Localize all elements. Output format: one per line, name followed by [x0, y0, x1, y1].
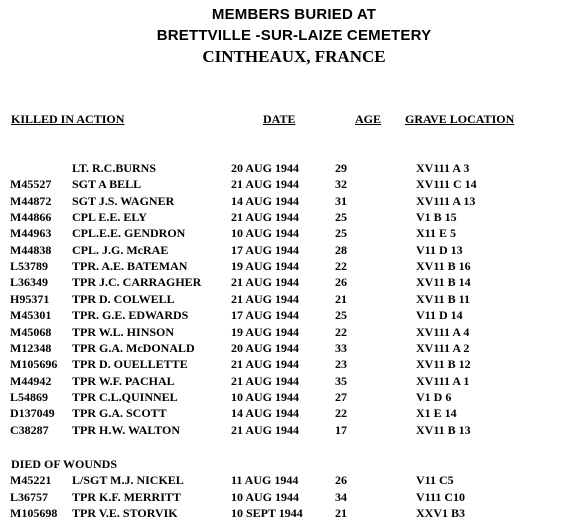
member-age: 35: [335, 373, 347, 388]
member-age: 25: [335, 210, 347, 225]
death-date: 21 AUG 1944: [231, 422, 300, 437]
member-name: TPR W.F. PACHAL: [72, 373, 175, 388]
header-killed-in-action: KILLED IN ACTION: [11, 112, 125, 126]
death-date: 11 AUG 1944: [231, 473, 299, 487]
service-number: L36757: [10, 489, 49, 504]
death-date: 17 AUG 1944: [231, 308, 300, 323]
member-name: CPL E.E. ELY: [72, 210, 147, 225]
grave-location: XXV1 B3: [416, 506, 466, 520]
service-number: M44942: [10, 373, 52, 388]
table-row: [0, 177, 588, 193]
member-name: TPR. G.E. EDWARDS: [72, 308, 189, 323]
member-age: 25: [335, 308, 347, 323]
member-age: 31: [335, 193, 347, 208]
death-date: 21 AUG 1944: [231, 373, 300, 388]
title-line-2: BRETTVILLE -SUR-LAIZE CEMETERY: [156, 27, 432, 44]
grave-location: V1 B 15: [416, 210, 457, 225]
table-row: [0, 194, 588, 210]
grave-location: XV111 C 14: [416, 177, 477, 192]
death-date: 14 AUG 1944: [231, 193, 300, 208]
death-date: 21 AUG 1944: [231, 177, 300, 192]
grave-location: XV11 B 11: [416, 291, 471, 306]
service-number: L54869: [10, 389, 49, 404]
service-number: M12348: [10, 340, 52, 355]
service-number: M105698: [10, 506, 58, 520]
grave-location: XV11 B 14: [416, 275, 471, 290]
member-age: 17: [335, 422, 347, 437]
service-number: M105696: [10, 357, 58, 372]
table-row: [0, 423, 588, 439]
member-name: TPR V.E. STORVIK: [72, 506, 178, 520]
table-row: [0, 325, 588, 341]
table-row: [0, 490, 588, 506]
service-number: M45527: [10, 177, 52, 192]
death-date: 10 AUG 1944: [231, 389, 300, 404]
service-number: M44866: [10, 210, 52, 225]
grave-location: XV111 A 4: [416, 324, 470, 339]
member-age: 22: [335, 406, 347, 421]
died-of-wounds-heading: DIED OF WOUNDS: [11, 457, 118, 471]
grave-location: V1 D 6: [416, 389, 452, 404]
table-row: [0, 357, 588, 373]
member-age: 32: [335, 177, 347, 192]
table-row: [0, 506, 588, 522]
title-line-1: MEMBERS BURIED AT: [211, 6, 377, 23]
member-name: CPL. J.G. McRAE: [72, 242, 169, 257]
death-date: 19 AUG 1944: [231, 259, 300, 274]
header-grave-location: GRAVE LOCATION: [405, 112, 515, 126]
table-row: [0, 308, 588, 324]
death-date: 10 AUG 1944: [231, 489, 300, 504]
grave-location: V11 C5: [416, 473, 454, 487]
member-name: TPR. A.E. BATEMAN: [72, 259, 188, 274]
service-number: H95371: [10, 291, 50, 306]
service-number: M45221: [10, 473, 52, 487]
death-date: 19 AUG 1944: [231, 324, 300, 339]
grave-location: XV11 B 16: [416, 259, 471, 274]
table-row: [0, 374, 588, 390]
table-row: [0, 275, 588, 291]
member-age: 22: [335, 324, 347, 339]
table-row: [0, 406, 588, 422]
service-number: D137049: [10, 406, 55, 421]
death-date: 14 AUG 1944: [231, 406, 300, 421]
grave-location: V11 D 13: [416, 242, 463, 257]
title-line-3: CINTHEAUX, FRANCE: [202, 47, 386, 66]
grave-location: XV111 A 13: [416, 193, 476, 208]
grave-location: XV11 B 13: [416, 422, 471, 437]
service-number: M44872: [10, 193, 52, 208]
table-row: [0, 210, 588, 226]
death-date: 10 SEPT 1944: [231, 506, 303, 520]
member-name: CPL.E.E. GENDRON: [72, 226, 186, 241]
table-row: [0, 243, 588, 259]
grave-location: V11 D 14: [416, 308, 463, 323]
member-name: SGT J.S. WAGNER: [72, 193, 175, 208]
table-row: [0, 161, 588, 177]
member-age: 33: [335, 340, 347, 355]
member-age: 27: [335, 389, 347, 404]
service-number: L36349: [10, 275, 49, 290]
grave-location: X1 E 14: [416, 406, 457, 421]
member-age: 21: [335, 506, 347, 520]
member-age: 22: [335, 259, 347, 274]
member-name: L/SGT M.J. NICKEL: [72, 473, 184, 487]
member-name: TPR G.A. McDONALD: [72, 340, 195, 355]
grave-location: XV111 A 1: [416, 373, 470, 388]
member-age: 26: [335, 275, 347, 290]
death-date: 21 AUG 1944: [231, 357, 300, 372]
member-age: 34: [335, 489, 347, 504]
service-number: M45068: [10, 324, 52, 339]
service-number: M44963: [10, 226, 52, 241]
service-number: C38287: [10, 422, 49, 437]
table-row: [0, 292, 588, 308]
member-name: TPR C.L.QUINNEL: [72, 389, 178, 404]
grave-location: V111 C10: [416, 489, 466, 504]
death-date: 21 AUG 1944: [231, 275, 300, 290]
member-age: 21: [335, 291, 347, 306]
service-number: L53789: [10, 259, 49, 274]
table-row: [0, 226, 588, 242]
member-age: 28: [335, 242, 347, 257]
member-name: TPR K.F. MERRITT: [72, 489, 181, 504]
death-date: 10 AUG 1944: [231, 226, 300, 241]
header-date: DATE: [263, 112, 296, 126]
death-date: 20 AUG 1944: [231, 161, 300, 175]
service-number: M44838: [10, 242, 52, 257]
member-age: 25: [335, 226, 347, 241]
death-date: 21 AUG 1944: [231, 291, 300, 306]
grave-location: XV111 A 2: [416, 340, 470, 355]
member-age: 23: [335, 357, 347, 372]
member-name: LT. R.C.BURNS: [72, 161, 157, 175]
death-date: 21 AUG 1944: [231, 210, 300, 225]
member-name: TPR H.W. WALTON: [72, 422, 181, 437]
header-age: AGE: [355, 112, 382, 126]
member-name: TPR D. COLWELL: [72, 291, 175, 306]
member-age: 29: [335, 161, 347, 175]
member-name: TPR W.L. HINSON: [72, 324, 175, 339]
member-name: TPR D. OUELLETTE: [72, 357, 188, 372]
grave-location: XV11 B 12: [416, 357, 471, 372]
member-age: 26: [335, 473, 347, 487]
table-row: [0, 473, 588, 489]
table-row: [0, 390, 588, 406]
death-date: 17 AUG 1944: [231, 242, 300, 257]
member-name: TPR J.C. CARRAGHER: [72, 275, 202, 290]
table-row: [0, 259, 588, 275]
grave-location: X11 E 5: [416, 226, 457, 241]
member-name: SGT A BELL: [72, 177, 142, 192]
death-date: 20 AUG 1944: [231, 340, 300, 355]
member-name: TPR G.A. SCOTT: [72, 406, 167, 421]
table-row: [0, 341, 588, 357]
service-number: M45301: [10, 308, 52, 323]
grave-location: XV111 A 3: [416, 161, 470, 175]
